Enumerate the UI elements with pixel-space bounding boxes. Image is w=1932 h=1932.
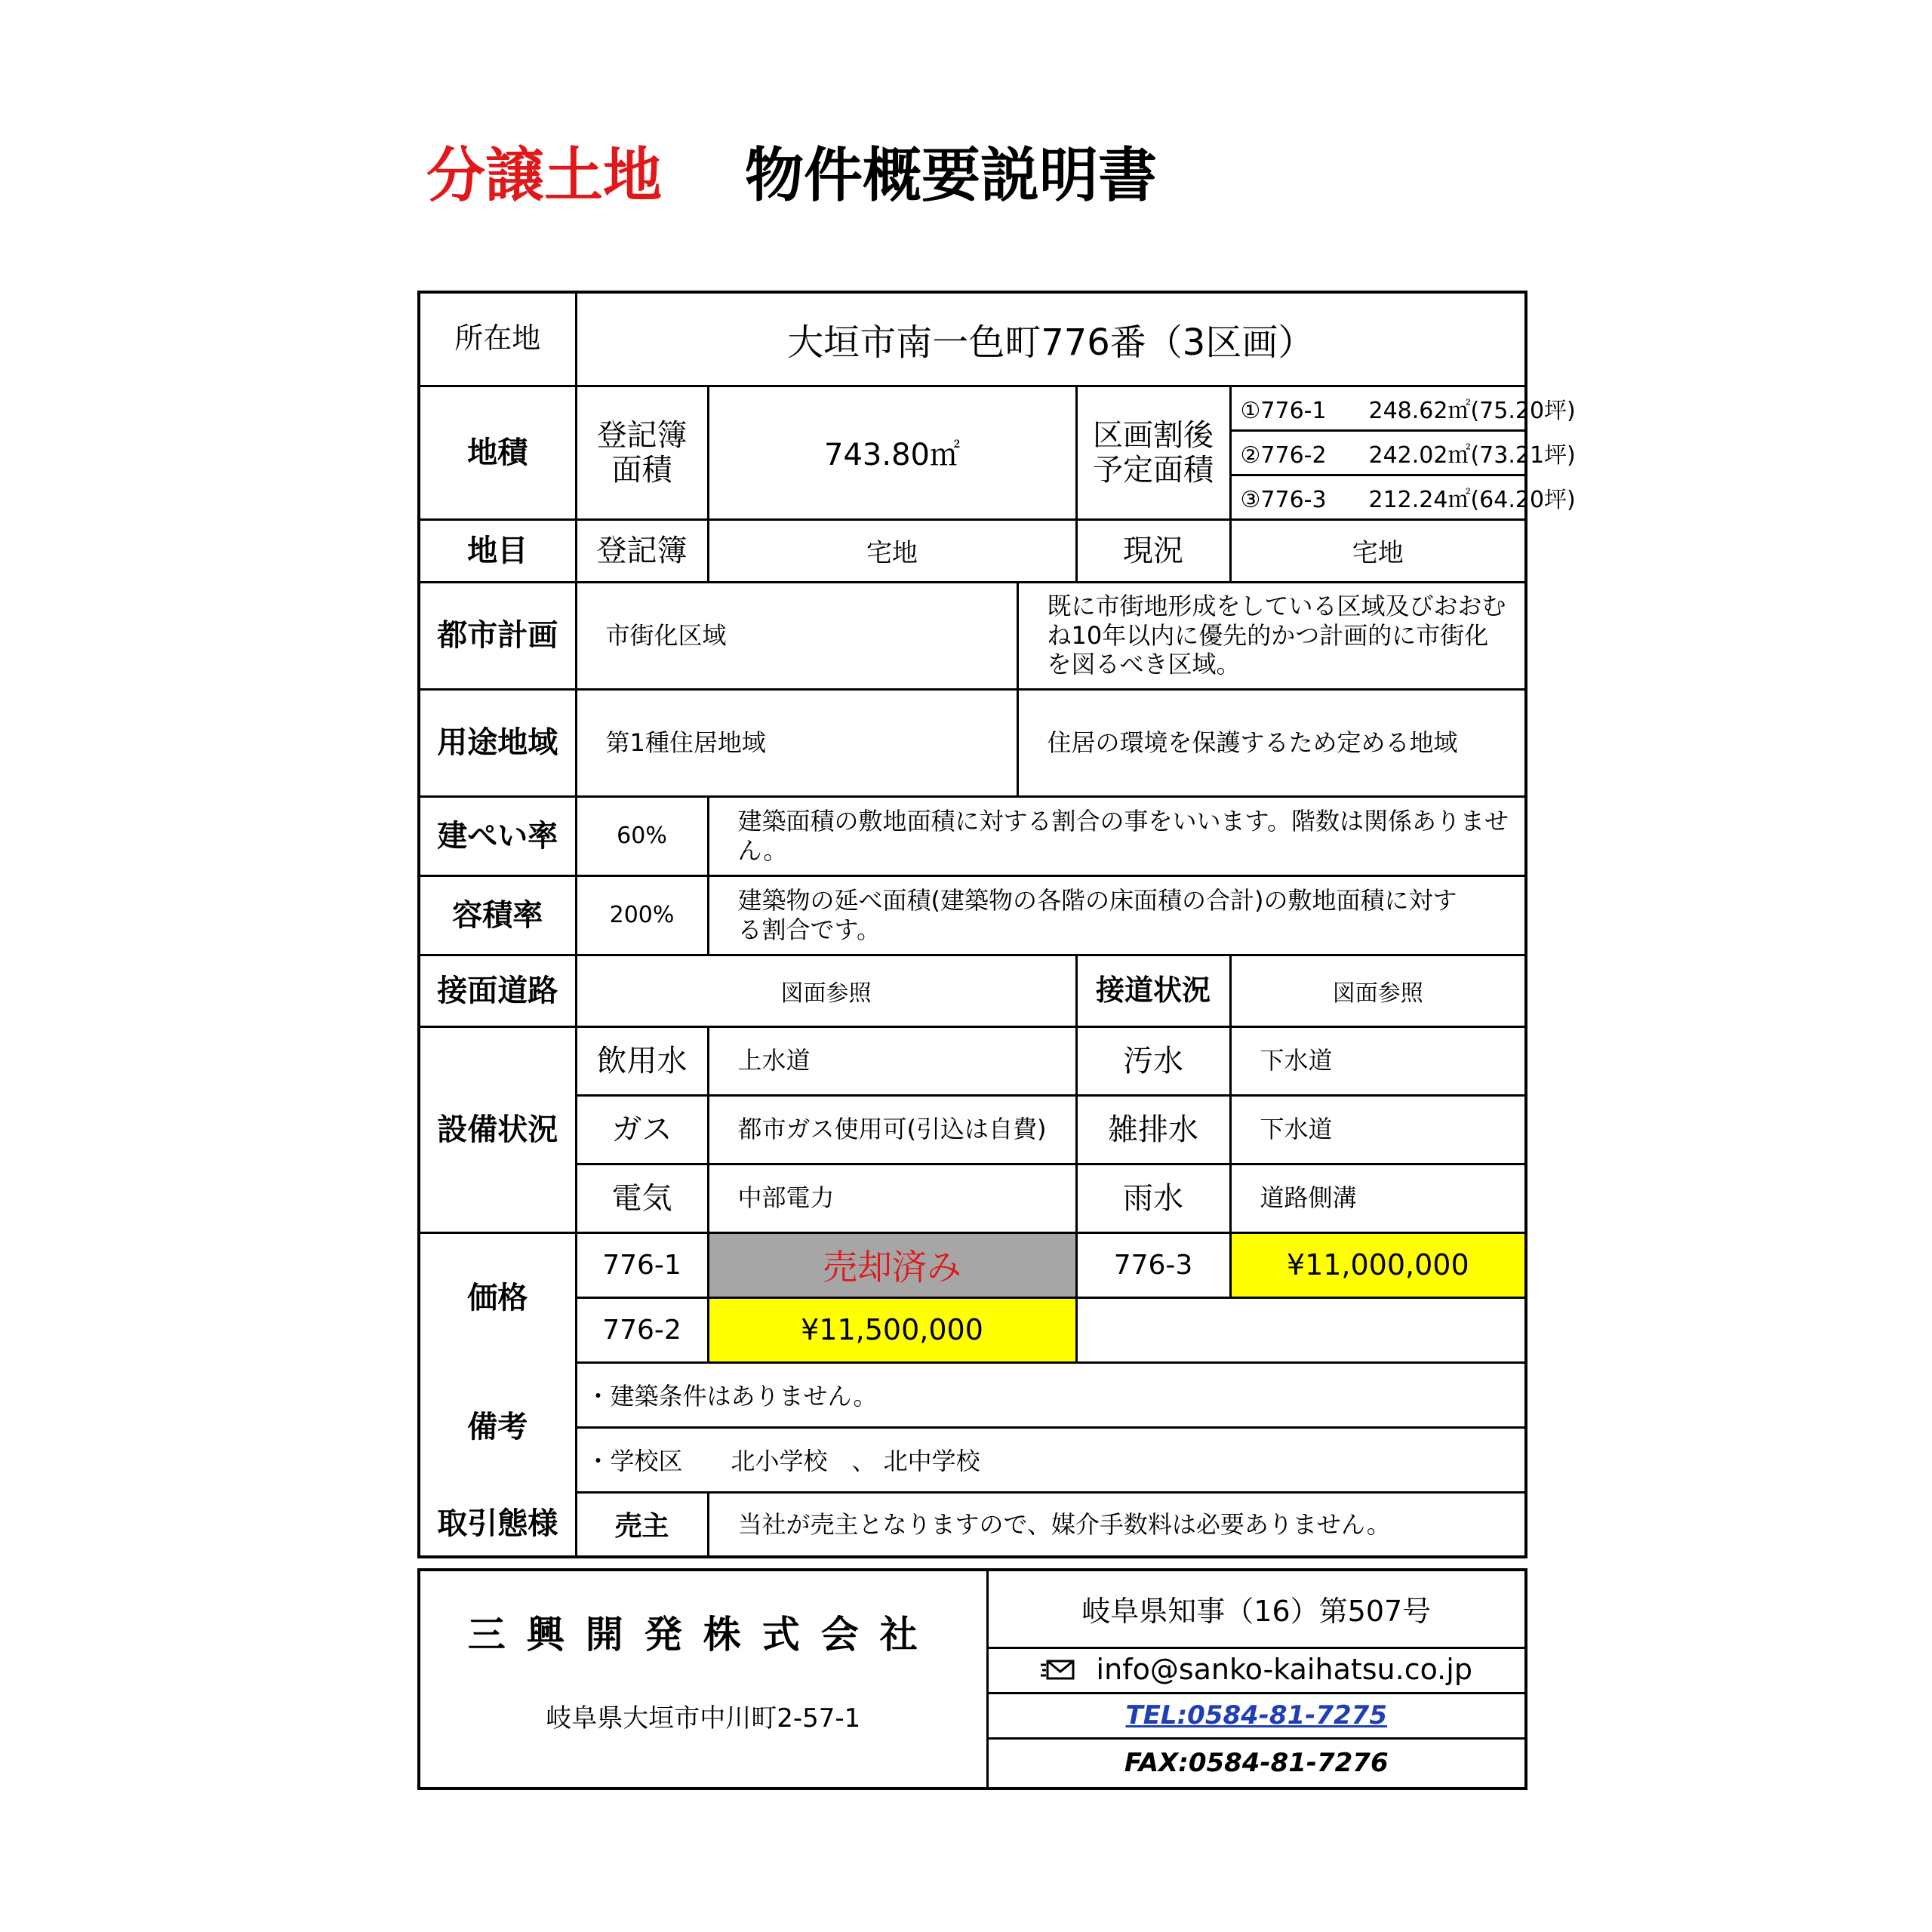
zoning-label: 用途地域: [419, 689, 576, 796]
company-address: 岐阜県大垣市中川町2-57-1: [419, 1693, 987, 1789]
city-planning-label: 都市計画: [419, 582, 576, 689]
email-address[interactable]: info@sanko-kaihatsu.co.jp: [1096, 1652, 1472, 1686]
remarks-label: 備考: [419, 1362, 576, 1492]
zoning-value: 第1種住居地域: [576, 689, 1017, 796]
plot-row: ③776-3 212.24㎡(64.20坪): [1230, 475, 1526, 519]
price-lot: 776-2: [576, 1297, 708, 1362]
road-access-label: 接道状況: [1076, 955, 1230, 1026]
registry-area-label: 登記簿 面積: [576, 386, 708, 519]
registry-category-label: 登記簿: [576, 519, 708, 582]
coverage-value: 60%: [576, 796, 708, 875]
road-value: 図面参照: [576, 955, 1076, 1026]
company-footer: [417, 1568, 1527, 1790]
facility-label: 電気: [576, 1164, 708, 1232]
transaction-type: 売主: [576, 1492, 708, 1557]
plot-row: ①776-1 248.62㎡(75.20坪): [1230, 386, 1526, 430]
property-table: [417, 291, 1576, 1558]
far-value: 200%: [576, 875, 708, 955]
price-value: ¥11,500,000: [708, 1297, 1076, 1362]
price-label: 価格: [419, 1232, 576, 1362]
facility-value: 道路側溝: [1230, 1164, 1526, 1232]
plot-row: ②776-2 242.02㎡(73.21坪): [1230, 430, 1526, 475]
price-lot: 776-1: [576, 1232, 708, 1297]
facility-value: 上水道: [708, 1026, 1076, 1095]
city-planning-description: 既に市街地形成をしている区域及びおおむね10年以内に優先的かつ計画的に市街化を図るべき区域。: [1017, 582, 1526, 689]
facility-label: 雨水: [1076, 1164, 1230, 1232]
city-planning-value: 市街化区域: [576, 582, 1017, 689]
company-name: 三興開発株式会社: [419, 1570, 987, 1693]
road-access-value: 図面参照: [1230, 955, 1526, 1026]
email-row: [987, 1647, 1526, 1693]
sold-status: 売却済み: [708, 1232, 1076, 1297]
facility-label: 汚水: [1076, 1026, 1230, 1095]
far-label: 容積率: [419, 875, 576, 955]
location-label: 所在地: [419, 292, 576, 386]
planned-area-label: 区画割後 予定面積: [1076, 386, 1230, 519]
title-red: 分譲土地: [426, 142, 663, 210]
coverage-description: 建築面積の敷地面積に対する割合の事をいいます。階数は関係ありません。: [708, 796, 1526, 875]
envelope-icon: [1041, 1654, 1075, 1687]
document-title: [426, 128, 1157, 213]
facility-label: 雑排水: [1076, 1095, 1230, 1164]
facility-label: 飲用水: [576, 1026, 708, 1095]
facility-value: 中部電力: [708, 1164, 1076, 1232]
far-description: 建築物の延べ面積(建築物の各階の床面積の合計)の敷地面積に対する割合です。: [708, 875, 1526, 955]
transaction-note: 当社が売主となりますので、媒介手数料は必要ありません。: [708, 1492, 1526, 1557]
transaction-label: 取引態様: [419, 1492, 576, 1557]
location-value: 大垣市南一色町776番（3区画）: [576, 292, 1526, 386]
facility-value: 下水道: [1230, 1026, 1526, 1095]
empty-cell: [1076, 1297, 1526, 1362]
facilities-label: 設備状況: [419, 1026, 576, 1232]
registry-category-value: 宅地: [708, 519, 1076, 582]
price-lot: 776-3: [1076, 1232, 1230, 1297]
registry-area-value: 743.80㎡: [708, 386, 1076, 519]
license-number: 岐阜県知事（16）第507号: [987, 1570, 1526, 1647]
remark-line: ・建築条件はありません。: [576, 1362, 1526, 1427]
remark-line: ・学校区 北小学校 、 北中学校: [576, 1427, 1526, 1492]
facility-value: 下水道: [1230, 1095, 1526, 1164]
current-category-value: 宅地: [1230, 519, 1526, 582]
title-main: 物件概要説明書: [745, 142, 1158, 210]
fax-number: FAX:0584-81-7276: [987, 1738, 1526, 1789]
zoning-description: 住居の環境を保護するため定める地域: [1017, 689, 1526, 796]
tel-link[interactable]: TEL:0584-81-7275: [987, 1693, 1526, 1738]
land-category-label: 地目: [419, 519, 576, 582]
facility-label: ガス: [576, 1095, 708, 1164]
coverage-label: 建ぺい率: [419, 796, 576, 875]
current-category-label: 現況: [1076, 519, 1230, 582]
road-label: 接面道路: [419, 955, 576, 1026]
facility-value: 都市ガス使用可(引込は自費): [708, 1095, 1076, 1164]
price-value: ¥11,000,000: [1230, 1232, 1526, 1297]
land-area-label: 地積: [419, 386, 576, 519]
